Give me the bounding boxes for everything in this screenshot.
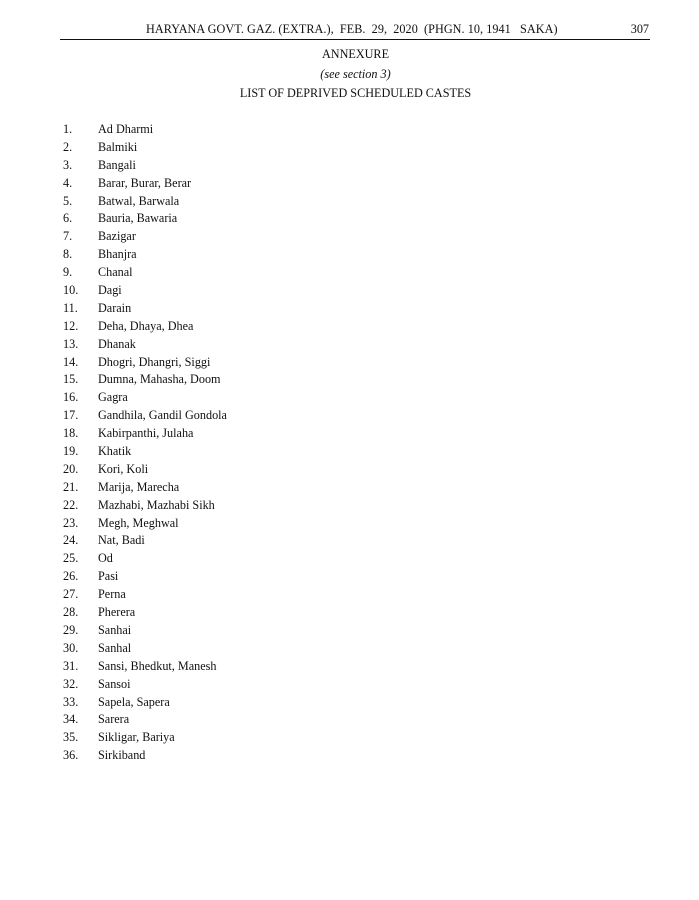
list-item-name: Batwal, Barwala <box>98 193 180 208</box>
list-item-number: 7. <box>63 229 73 244</box>
list-item-number: 24. <box>63 533 79 548</box>
list-item-number: 35. <box>63 730 79 745</box>
list-item-name: Pasi <box>98 569 119 584</box>
list-item-number: 15. <box>63 372 79 387</box>
list-item-name: Kori, Koli <box>98 461 149 476</box>
list-item-name: Sanhai <box>98 622 132 637</box>
list-item <box>63 532 227 550</box>
list-item-number: 5. <box>63 193 73 208</box>
list-item-name: Ad Dharmi <box>98 122 154 136</box>
caste-list <box>63 121 227 765</box>
list-item <box>63 389 227 407</box>
list-item-name: Dumna, Mahasha, Doom <box>98 372 221 387</box>
list-item-name: Kabirpanthi, Julaha <box>98 426 194 441</box>
list-item <box>63 676 227 694</box>
list-item-name: Bazigar <box>98 229 136 244</box>
list-item-number: 23. <box>63 515 79 530</box>
list-item-number: 20. <box>63 461 79 476</box>
list-item-number: 10. <box>63 283 79 298</box>
list-item-name: Dhanak <box>98 336 136 351</box>
list-item-name: Sansoi <box>98 676 131 691</box>
list-item-number: 25. <box>63 551 79 566</box>
list-item-name: Sanhal <box>98 640 132 655</box>
list-item <box>63 139 227 157</box>
page-number: 307 <box>630 22 649 36</box>
list-item-number: 28. <box>63 605 79 620</box>
list-item <box>63 425 227 443</box>
list-item <box>63 711 227 729</box>
list-title: LIST OF DEPRIVED SCHEDULED CASTES <box>239 86 472 100</box>
list-item-name: Sapela, Sapera <box>98 694 170 709</box>
list-item-name: Balmiki <box>98 139 138 154</box>
list-item-name: Nat, Badi <box>98 533 145 548</box>
list-item-number: 3. <box>63 157 73 172</box>
gazette-header <box>60 22 650 40</box>
list-item <box>63 568 227 586</box>
list-item-name: Bangali <box>98 157 136 172</box>
list-item <box>63 729 227 747</box>
list-item <box>63 640 227 658</box>
list-item-number: 9. <box>63 265 73 280</box>
section-reference: (see section 3) <box>320 67 391 81</box>
list-item <box>63 694 227 712</box>
list-item-number: 2. <box>63 139 73 154</box>
list-item <box>63 443 227 461</box>
list-item-name: Sansi, Bhedkut, Manesh <box>98 658 217 673</box>
list-item <box>63 550 227 568</box>
list-item-name: Marija, Marecha <box>98 479 180 494</box>
list-item-name: Dagi <box>98 283 122 298</box>
list-item-number: 22. <box>63 497 79 512</box>
list-item-number: 36. <box>63 748 79 763</box>
list-item-number: 17. <box>63 408 79 423</box>
list-item-name: Sikligar, Bariya <box>98 730 175 745</box>
list-item-name: Megh, Meghwal <box>98 515 179 530</box>
list-item-number: 31. <box>63 658 79 673</box>
list-item <box>63 479 227 497</box>
list-item-number: 11. <box>63 300 78 315</box>
list-item-name: Perna <box>98 587 126 602</box>
list-item-number: 8. <box>63 247 73 262</box>
list-item-number: 19. <box>63 444 79 459</box>
list-item-number: 12. <box>63 318 79 333</box>
list-item-name: Sarera <box>98 712 130 727</box>
list-item-number: 21. <box>63 479 79 494</box>
list-item <box>63 336 227 354</box>
list-item-name: Pherera <box>98 605 136 620</box>
list-item-number: 26. <box>63 569 79 584</box>
list-item-number: 14. <box>63 354 79 369</box>
list-item-name: Sirkiband <box>98 748 146 763</box>
list-item <box>63 586 227 604</box>
list-item-name: Barar, Burar, Berar <box>98 175 192 190</box>
list-item-number: 6. <box>63 211 73 226</box>
list-item <box>63 461 227 479</box>
list-item-number: 32. <box>63 676 79 691</box>
list-item-number: 33. <box>63 694 79 709</box>
list-item <box>63 228 227 246</box>
list-item-number: 1. <box>63 122 73 136</box>
list-item-number: 18. <box>63 426 79 441</box>
list-item-name: Bauria, Bawaria <box>98 211 178 226</box>
list-item-number: 29. <box>63 622 79 637</box>
list-item <box>63 515 227 533</box>
list-item <box>63 407 227 425</box>
list-item-number: 30. <box>63 640 79 655</box>
list-item-name: Mazhabi, Mazhabi Sikh <box>98 497 215 512</box>
list-item <box>63 604 227 622</box>
list-item <box>63 622 227 640</box>
list-item-name: Chanal <box>98 265 133 280</box>
list-item-name: Gagra <box>98 390 128 405</box>
list-item <box>63 175 227 193</box>
list-item-number: 34. <box>63 712 79 727</box>
list-item <box>63 282 227 300</box>
list-item <box>63 264 227 282</box>
list-item <box>63 210 227 228</box>
list-item <box>63 354 227 372</box>
list-item-name: Gandhila, Gandil Gondola <box>98 408 227 423</box>
list-item <box>63 300 227 318</box>
list-item <box>63 747 227 765</box>
list-item-number: 13. <box>63 336 79 351</box>
list-item <box>63 157 227 175</box>
list-item-name: Od <box>98 551 113 566</box>
list-item-number: 16. <box>63 390 79 405</box>
list-item <box>63 497 227 515</box>
list-item <box>63 318 227 336</box>
list-item <box>63 121 227 139</box>
list-item <box>63 371 227 389</box>
list-item <box>63 193 227 211</box>
list-item-name: Deha, Dhaya, Dhea <box>98 318 194 333</box>
list-item-number: 4. <box>63 175 73 190</box>
gazette-title: HARYANA GOVT. GAZ. (EXTRA.), FEB. 29, 2020 (PHGN. 10, 1941 SAKA) <box>146 22 558 36</box>
list-item-name: Darain <box>98 300 132 315</box>
list-item-name: Bhanjra <box>98 247 137 262</box>
list-item <box>63 246 227 264</box>
list-item-name: Dhogri, Dhangri, Siggi <box>98 354 211 369</box>
list-item-number: 27. <box>63 587 79 602</box>
annexure-heading: ANNEXURE <box>321 47 390 61</box>
list-item <box>63 658 227 676</box>
list-item-name: Khatik <box>98 444 132 459</box>
